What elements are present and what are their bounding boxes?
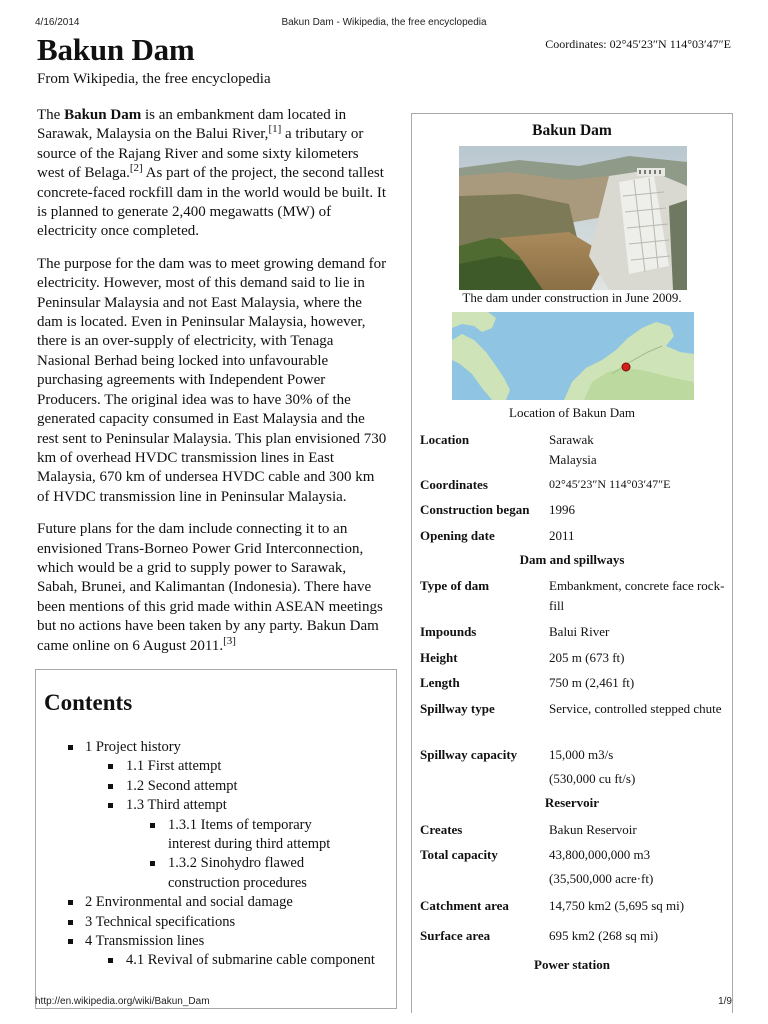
toc-item-label: 1.2 Second attempt (126, 777, 238, 794)
bullet-icon (150, 861, 155, 866)
dam-construction-photo[interactable] (459, 146, 687, 290)
toc-item[interactable] (36, 796, 396, 815)
toc-item-label: 1.3.2 Sinohydro flawed construction procedures (168, 855, 307, 891)
toc-item[interactable] (36, 854, 358, 893)
coordinates-value[interactable]: 02°45′23″N 114°03′47″E (549, 477, 671, 491)
bullet-icon (108, 803, 113, 808)
table-of-contents (35, 669, 397, 1009)
toc-item[interactable] (36, 913, 396, 932)
spillway-capacity-value (549, 745, 729, 788)
spillway-type-label: Spillway type (420, 701, 495, 716)
section-reservoir: Reservoir (544, 795, 600, 810)
p1-bold-title: Bakun Dam (64, 107, 142, 123)
bullet-icon (108, 958, 113, 963)
toc-item[interactable] (36, 777, 396, 796)
location-label: Location (420, 432, 470, 447)
impounds-value[interactable]: Balui River (549, 624, 610, 639)
location-map[interactable] (452, 312, 694, 400)
toc-list (36, 738, 396, 971)
opening-label: Opening date (420, 528, 495, 543)
type-value: Embankment, concrete face rock-fill (549, 578, 725, 613)
creates-label: Creates (420, 822, 463, 837)
infobox-title: Bakun Dam (532, 122, 612, 139)
article-lead (37, 106, 387, 669)
title-coordinates[interactable]: Coordinates: 02°45′23″N 114°03′47″E (545, 37, 731, 51)
lead-paragraph-3 (37, 520, 387, 656)
toc-item-label: 1.3 Third attempt (126, 797, 227, 814)
location-value (549, 430, 729, 469)
print-page-title: Bakun Dam - Wikipedia, the free encyclopedia (281, 17, 487, 28)
p1-text-3: As part of the project, the second tallest concrete-faced rockfill dam in the world would be built. It is planned to generate 2,400 megawatts (MW) of electricity once completed. (37, 165, 387, 240)
infobox (411, 113, 733, 1013)
photo-caption: The dam under construction in June 2009. (462, 290, 682, 305)
bullet-icon (68, 939, 73, 944)
catchment-value: 14,750 km2 (5,695 sq mi) (549, 898, 685, 913)
toc-item[interactable] (36, 738, 396, 757)
total-capacity-metric: 43,800,000,000 m3 (549, 847, 651, 862)
spillway-capacity-imperial: (530,000 cu ft/s) (549, 770, 636, 786)
lead-paragraph-2: The purpose for the dam was to meet growing demand for electricity. However, most of this demand said to lie in Peninsular Malaysia and not East Malaysia, where the dam is located. Even in Peninsular Malaysia, however, there is an over-supply of electricity, with Tenaga Nasional Berhad being locked into unfavourable purchasing agreements with Independent Power Producers. The original idea was to have 30% of the generated capacity consumed in East Malaysia and the rest sent to Peninsular Malaysia. This plan envisioned 730 km of overhead HVDC transmission lines in East Malaysia, 670 km of undersea HVDC cable and 300 km of HVDC transmission line in Peninsular Malaysia. (37, 255, 387, 505)
page-title: Bakun Dam (37, 32, 195, 67)
reference-link-3[interactable]: [3] (223, 634, 236, 647)
toc-item[interactable] (36, 757, 396, 776)
height-label: Height (420, 650, 458, 665)
length-value: 750 m (2,461 ft) (549, 675, 635, 690)
bullet-icon (150, 823, 155, 828)
lead-paragraph-1 (37, 106, 387, 242)
toc-item[interactable] (36, 893, 396, 912)
p1-text-2: a tributary or source of the Rajang River and some sixty kilometers west of Belaga. (37, 126, 364, 182)
toc-item[interactable] (36, 932, 396, 951)
toc-item-label: 1 Project history (85, 739, 181, 755)
section-power-station: Power station (534, 957, 610, 972)
bullet-icon (68, 920, 73, 925)
print-page-number: 1/9 (718, 996, 732, 1007)
total-capacity-imperial: (35,500,000 acre·ft) (549, 870, 654, 886)
section-dam-and-spillways: Dam and spillways (519, 552, 625, 567)
reference-link-1[interactable]: [1] (268, 123, 282, 136)
toc-item-label: 4 Transmission lines (85, 933, 205, 950)
toc-item-label: 2 Environmental and social damage (85, 894, 293, 911)
construction-value: 1996 (549, 502, 575, 517)
map-caption: Location of Bakun Dam (509, 405, 635, 420)
spillway-capacity-metric: 15,000 m3/s (549, 747, 614, 762)
total-capacity-value (549, 845, 729, 888)
creates-value[interactable]: Bakun Reservoir (549, 822, 637, 837)
impounds-label: Impounds (420, 624, 477, 639)
reference-link-2[interactable]: [2] (129, 162, 143, 175)
coordinates-label: Coordinates (420, 477, 488, 492)
length-label: Length (420, 675, 460, 690)
p3-text: Future plans for the dam include connecting it to an envisioned Trans-Borneo Power Grid Interconnection, which would be a grid to supply power to Sarawak, Sabah, Brunei, and Kalimantan (Indonesia). There have been mentions of this grid made within ASEAN meetings but no actions have been taken by any party. Bakun Dam came online on 6 August 2011. (37, 521, 383, 654)
bullet-icon (68, 900, 73, 905)
toc-item[interactable] (36, 816, 358, 855)
p1-lead-in: The (37, 107, 65, 123)
construction-label: Construction began (420, 502, 530, 517)
spillway-capacity-label: Spillway capacity (420, 747, 518, 762)
spillway-type-value: Service, controlled stepped chute (549, 701, 722, 716)
catchment-label: Catchment area (420, 898, 509, 913)
toc-item-label: 3 Technical specifications (85, 913, 236, 930)
bullet-icon (68, 745, 73, 750)
opening-value: 2011 (549, 528, 575, 543)
surface-label: Surface area (420, 928, 491, 943)
bullet-icon (108, 764, 113, 769)
page-subtitle: From Wikipedia, the free encyclopedia (37, 71, 271, 87)
toc-item-label: 1.3.1 Items of temporary interest during third attempt (168, 816, 331, 853)
p1-text-1: is an embankment dam located in Sarawak, Malaysia on the Balui River, (37, 107, 347, 143)
print-url: http://en.wikipedia.org/wiki/Bakun_Dam (35, 996, 210, 1007)
location-malaysia-link[interactable]: Malaysia (549, 451, 597, 467)
type-label: Type of dam (420, 578, 490, 593)
toc-item[interactable] (36, 951, 396, 970)
toc-item-label: 1.1 First attempt (126, 758, 222, 775)
total-capacity-label: Total capacity (420, 847, 498, 862)
height-value: 205 m (673 ft) (549, 650, 625, 665)
location-sarawak-link[interactable]: Sarawak (549, 432, 594, 447)
bullet-icon (108, 784, 113, 789)
print-date: 4/16/2014 (35, 17, 80, 28)
toc-heading: Contents (44, 690, 133, 715)
toc-item-label: 4.1 Revival of submarine cable component (126, 952, 375, 969)
surface-value: 695 km2 (268 sq mi) (549, 928, 659, 943)
